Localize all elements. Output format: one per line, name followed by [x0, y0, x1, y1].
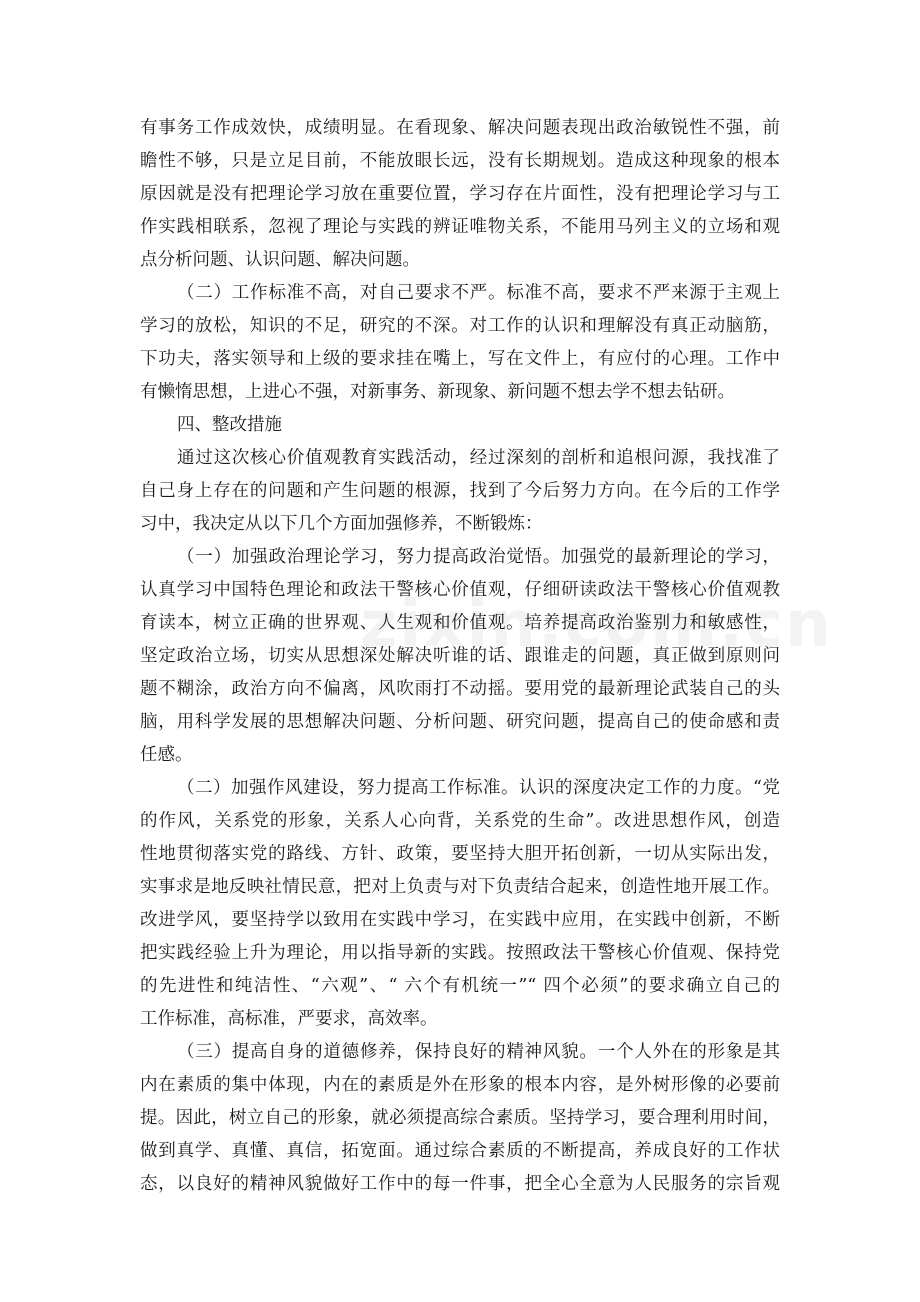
text-line: 内在素质的集中体现，内在的素质是外在形象的根本内容，是外树形像的必要前 [140, 1075, 780, 1095]
text-line: 学习的放松，知识的不足，研究的不深。对工作的认识和理解没有真正动脑筋， [140, 316, 780, 336]
text-line: 点分析问题、认识问题、解决问题。 [140, 250, 420, 270]
text-line: 的作风，关系党的形象，关系人心向背，关系党的生命”。改进思想作风，创造 [140, 811, 780, 831]
text-line: 态，以良好的精神风貌做好工作中的每一件事，把全心全意为人民服务的宗旨观 [140, 1174, 780, 1194]
text-line: 自己身上存在的问题和产生问题的根源，找到了今后努力方向。在今后的工作学 [140, 481, 780, 501]
text-line: 提。因此，树立自己的形象，就必须提高综合素质。坚持学习，要合理利用时间， [140, 1108, 780, 1128]
text-line: 改进学风，要坚持学以致用在实践中学习，在实践中应用，在实践中创新，不断 [140, 910, 780, 930]
text-line: 下功夫，落实领导和上级的要求挂在嘴上，写在文件上，有应付的心理。工作中 [140, 349, 780, 369]
text-line: 实事求是地反映社情民意，把对上负责与对下负责结合起来，创造性地开展工作。 [140, 877, 780, 897]
text-line: 坚定政治立场，切实从思想深处解决听谁的话、跟谁走的问题，真正做到原则问 [140, 646, 780, 666]
text-line: （一）加强政治理论学习，努力提高政治觉悟。加强党的最新理论的学习， [177, 547, 780, 567]
text-line: 有懒惰思想，上进心不强，对新事务、新现象、新问题不想去学不想去钻研。 [140, 382, 735, 402]
text-line: 瞻性不够，只是立足目前，不能放眼长远，没有长期规划。造成这种现象的根本 [140, 151, 780, 171]
text-line: （三）提高自身的道德修养，保持良好的精神风貌。一个人外在的形象是其 [177, 1042, 780, 1062]
text-line: 育读本，树立正确的世界观、人生观和价值观。培养提高政治鉴别力和敏感性， [140, 613, 780, 633]
text-line: 认真学习中国特色理论和政法干警核心价值观，仔细研读政法干警核心价值观教 [140, 580, 780, 600]
text-line: 题不糊涂，政治方向不偏离，风吹雨打不动摇。要用党的最新理论武装自己的头 [140, 679, 780, 699]
section-heading: 四、整改措施 [177, 415, 282, 435]
text-line: 任感。 [140, 745, 193, 765]
text-line: 把实践经验上升为理论，用以指导新的实践。按照政法干警核心价值观、保持党 [140, 943, 780, 963]
text-line: 作实践相联系，忽视了理论与实践的辨证唯物关系，不能用马列主义的立场和观 [140, 217, 780, 237]
text-line: 脑，用科学发展的思想解决问题、分析问题、研究问题，提高自己的使命感和责 [140, 712, 780, 732]
text-line: 性地贯彻落实党的路线、方针、政策，要坚持大胆开拓创新，一切从实际出发， [140, 844, 780, 864]
text-line: （二）工作标准不高，对自己要求不严。标准不高，要求不严来源于主观上 [177, 283, 780, 303]
text-line: 原因就是没有把理论学习放在重要位置，学习存在片面性，没有把理论学习与工 [140, 184, 780, 204]
text-line: 工作标准，高标准，严要求，高效率。 [140, 1009, 438, 1029]
text-line: 的先进性和纯洁性、“六观”、“ 六个有机统一”“ 四个必须”的要求确立自己的 [140, 976, 780, 996]
text-line: 做到真学、真懂、真信，拓宽面。通过综合素质的不断提高，养成良好的工作状 [140, 1141, 780, 1161]
text-line: （二）加强作风建设，努力提高工作标准。认识的深度决定工作的力度。“党 [177, 778, 780, 798]
text-line: 有事务工作成效快，成绩明显。在看现象、解决问题表现出政治敏锐性不强，前 [140, 118, 780, 138]
text-line: 通过这次核心价值观教育实践活动，经过深刻的剖析和追根问源，我找准了 [177, 448, 780, 468]
text-line: 习中，我决定从以下几个方面加强修养，不断锻炼： [140, 514, 543, 534]
